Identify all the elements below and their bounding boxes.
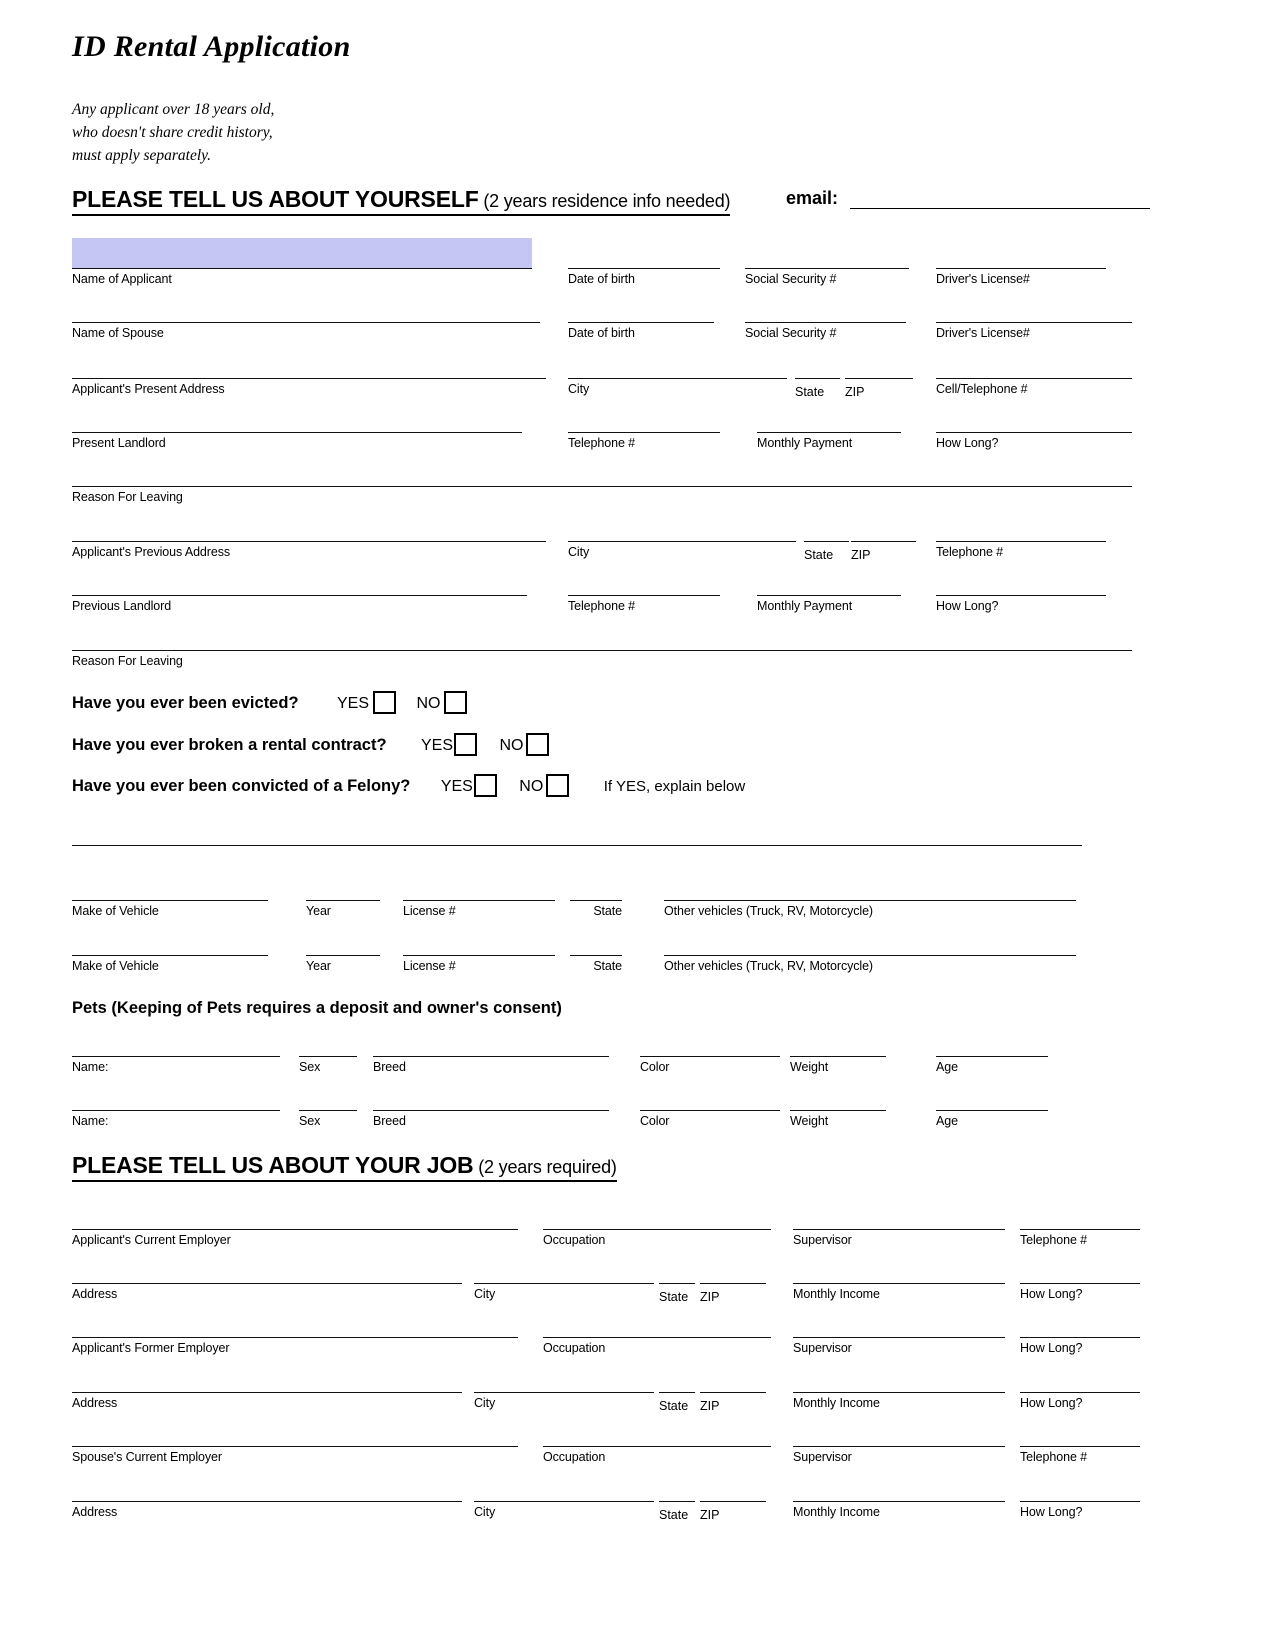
present-monthly-payment-label: Monthly Payment xyxy=(757,436,853,450)
field-spouse-emp-zip[interactable] xyxy=(700,1501,766,1502)
field-vehicle-state-2[interactable] xyxy=(570,955,622,974)
spouse-emp-state-rule xyxy=(659,1501,695,1502)
field-former-monthly-income[interactable] xyxy=(793,1392,1005,1411)
field-vehicle-year-1[interactable] xyxy=(306,900,380,919)
previous-landlord-phone-label: Telephone # xyxy=(568,599,636,613)
field-current-monthly-income[interactable] xyxy=(793,1283,1005,1302)
field-current-emp-zip[interactable] xyxy=(700,1283,766,1284)
field-pet-breed-2[interactable] xyxy=(373,1110,609,1129)
current-emp-city-label: City xyxy=(474,1287,496,1301)
former-employer-label: Applicant's Former Employer xyxy=(72,1341,230,1355)
field-former-emp-city[interactable] xyxy=(474,1392,654,1411)
question-evicted-no-checkbox[interactable] xyxy=(444,691,467,714)
field-current-occupation[interactable] xyxy=(543,1229,771,1248)
pet-weight-1-label: Weight xyxy=(790,1060,829,1074)
field-vehicle-license-1[interactable] xyxy=(403,900,555,919)
pet-sex-1-label: Sex xyxy=(299,1060,321,1074)
applicant-note-line-2: who doesn't share credit history, xyxy=(72,124,273,141)
vehicle-license-2-label: License # xyxy=(403,959,456,973)
former-how-long-top-label: How Long? xyxy=(1020,1341,1083,1355)
felony-explanation-rule xyxy=(72,845,1082,846)
former-emp-state-rule xyxy=(659,1392,695,1393)
field-current-supervisor[interactable] xyxy=(793,1229,1005,1248)
field-pet-sex-2[interactable] xyxy=(299,1110,357,1129)
name-of-spouse-label: Name of Spouse xyxy=(72,326,164,340)
field-former-supervisor[interactable] xyxy=(793,1337,1005,1356)
field-former-how-long-top[interactable] xyxy=(1020,1337,1140,1356)
spouse-supervisor-label: Supervisor xyxy=(793,1450,852,1464)
field-current-address[interactable] xyxy=(72,1283,462,1302)
dob-applicant-label: Date of birth xyxy=(568,272,635,286)
former-emp-state-label: State xyxy=(659,1399,689,1413)
field-spouse-employer[interactable] xyxy=(72,1446,518,1465)
field-current-telephone[interactable] xyxy=(1020,1229,1140,1248)
field-former-emp-state[interactable] xyxy=(659,1392,695,1393)
field-pet-color-1[interactable] xyxy=(640,1056,780,1075)
field-spouse-telephone[interactable] xyxy=(1020,1446,1140,1465)
question-evicted-yes-label: YES xyxy=(336,694,369,712)
field-present-address[interactable] xyxy=(72,378,546,397)
field-present-state[interactable] xyxy=(795,378,840,379)
former-how-long-label: How Long? xyxy=(1020,1396,1083,1410)
field-present-monthly-payment[interactable] xyxy=(757,432,901,451)
field-pet-age-1[interactable] xyxy=(936,1056,1048,1075)
email-input[interactable] xyxy=(850,190,1150,209)
field-current-emp-city[interactable] xyxy=(474,1283,654,1302)
applicant-note-line-1: Any applicant over 18 years old, xyxy=(72,101,275,118)
question-felony-no-label: NO xyxy=(519,777,544,795)
field-dob-applicant[interactable] xyxy=(568,268,720,287)
question-broken-contract-text: Have you ever broken a rental contract? xyxy=(72,736,387,754)
field-vehicle-state-1[interactable] xyxy=(570,900,622,919)
present-how-long-label: How Long? xyxy=(936,436,999,450)
current-emp-zip-rule xyxy=(700,1283,766,1284)
field-vehicle-year-2[interactable] xyxy=(306,955,380,974)
current-employer-label: Applicant's Current Employer xyxy=(72,1233,231,1247)
reason-for-leaving-1-label: Reason For Leaving xyxy=(72,490,183,504)
dob-spouse-label: Date of birth xyxy=(568,326,635,340)
field-pet-weight-2[interactable] xyxy=(790,1110,886,1129)
present-zip-rule xyxy=(845,378,913,379)
current-emp-state-label: State xyxy=(659,1290,689,1304)
field-name-of-spouse[interactable] xyxy=(72,322,540,341)
field-pet-color-2[interactable] xyxy=(640,1110,780,1129)
pet-breed-2-label: Breed xyxy=(373,1114,406,1128)
present-landlord-phone-label: Telephone # xyxy=(568,436,636,450)
field-ssn-applicant[interactable] xyxy=(745,268,909,287)
field-reason-for-leaving-2[interactable] xyxy=(72,650,1132,669)
question-felony-text: Have you ever been convicted of a Felony? xyxy=(72,777,411,795)
former-address-label: Address xyxy=(72,1396,118,1410)
field-name-of-applicant[interactable] xyxy=(72,268,532,287)
pet-name-1-label: Name: xyxy=(72,1060,109,1074)
present-address-label: Applicant's Present Address xyxy=(72,382,225,396)
pet-color-1-label: Color xyxy=(640,1060,670,1074)
previous-state-label: State xyxy=(804,548,834,562)
field-current-employer[interactable] xyxy=(72,1229,518,1248)
name-of-applicant-label: Name of Applicant xyxy=(72,272,172,286)
previous-telephone-label: Telephone # xyxy=(936,545,1004,559)
question-felony xyxy=(72,775,745,798)
question-felony-yes-label: YES xyxy=(440,777,473,795)
field-current-emp-state[interactable] xyxy=(659,1283,695,1284)
previous-landlord-label: Previous Landlord xyxy=(72,599,172,613)
former-occupation-label: Occupation xyxy=(543,1341,606,1355)
field-present-landlord[interactable] xyxy=(72,432,522,451)
current-how-long-label: How Long? xyxy=(1020,1287,1083,1301)
field-ssn-spouse[interactable] xyxy=(745,322,906,341)
make-of-vehicle-1-label: Make of Vehicle xyxy=(72,904,159,918)
previous-city-label: City xyxy=(568,545,590,559)
field-reason-for-leaving-1[interactable] xyxy=(72,486,1132,505)
field-make-of-vehicle-2[interactable] xyxy=(72,955,268,974)
cell-telephone-label: Cell/Telephone # xyxy=(936,382,1028,396)
field-former-emp-zip[interactable] xyxy=(700,1392,766,1393)
field-former-how-long[interactable] xyxy=(1020,1392,1140,1411)
ssn-spouse-label: Social Security # xyxy=(745,326,837,340)
field-pet-weight-1[interactable] xyxy=(790,1056,886,1075)
field-dob-spouse[interactable] xyxy=(568,322,714,341)
dl-spouse-label: Driver's License# xyxy=(936,326,1030,340)
previous-address-label: Applicant's Previous Address xyxy=(72,545,231,559)
section-heading-job xyxy=(72,1152,617,1182)
field-spouse-emp-state[interactable] xyxy=(659,1501,695,1502)
former-monthly-income-label: Monthly Income xyxy=(793,1396,880,1410)
vehicle-state-2-label: State xyxy=(593,959,622,973)
applicant-note xyxy=(72,98,274,167)
present-zip-label: ZIP xyxy=(845,385,865,399)
field-pet-sex-1[interactable] xyxy=(299,1056,357,1075)
section-heading-yourself-sub: (2 years residence info needed) xyxy=(478,191,731,211)
field-previous-telephone[interactable] xyxy=(936,541,1106,560)
field-pet-age-2[interactable] xyxy=(936,1110,1048,1129)
previous-zip-rule xyxy=(851,541,916,542)
ssn-applicant-label: Social Security # xyxy=(745,272,837,286)
spouse-emp-zip-rule xyxy=(700,1501,766,1502)
section-heading-yourself-main: PLEASE TELL US ABOUT YOURSELF xyxy=(72,186,479,212)
field-vehicle-license-2[interactable] xyxy=(403,955,555,974)
field-former-address[interactable] xyxy=(72,1392,462,1411)
reason-for-leaving-2-label: Reason For Leaving xyxy=(72,654,183,668)
section-heading-job-main: PLEASE TELL US ABOUT YOUR JOB xyxy=(72,1152,474,1178)
field-make-of-vehicle-1[interactable] xyxy=(72,900,268,919)
name-of-applicant-input[interactable] xyxy=(72,238,532,268)
field-pet-breed-1[interactable] xyxy=(373,1056,609,1075)
present-landlord-label: Present Landlord xyxy=(72,436,166,450)
former-emp-zip-rule xyxy=(700,1392,766,1393)
spouse-emp-zip-label: ZIP xyxy=(700,1508,720,1522)
field-other-vehicles-2[interactable] xyxy=(664,955,1076,974)
pets-section-heading: Pets (Keeping of Pets requires a deposit and owner's consent) xyxy=(72,999,562,1017)
present-city-label: City xyxy=(568,382,590,396)
field-felony-explanation[interactable] xyxy=(72,845,1082,846)
former-supervisor-label: Supervisor xyxy=(793,1341,852,1355)
field-spouse-supervisor[interactable] xyxy=(793,1446,1005,1465)
field-dl-applicant[interactable] xyxy=(936,268,1106,287)
field-present-landlord-phone[interactable] xyxy=(568,432,720,451)
current-occupation-label: Occupation xyxy=(543,1233,606,1247)
previous-how-long-label: How Long? xyxy=(936,599,999,613)
field-previous-landlord[interactable] xyxy=(72,595,527,614)
field-previous-address[interactable] xyxy=(72,541,546,560)
field-previous-city[interactable] xyxy=(568,541,796,560)
question-broken-contract xyxy=(72,734,551,757)
field-previous-zip[interactable] xyxy=(851,541,916,542)
current-supervisor-label: Supervisor xyxy=(793,1233,852,1247)
previous-state-rule xyxy=(804,541,849,542)
spouse-monthly-income-label: Monthly Income xyxy=(793,1505,880,1519)
present-state-rule xyxy=(795,378,840,379)
pet-age-2-label: Age xyxy=(936,1114,958,1128)
spouse-emp-state-label: State xyxy=(659,1508,689,1522)
field-former-occupation[interactable] xyxy=(543,1337,771,1356)
pet-sex-2-label: Sex xyxy=(299,1114,321,1128)
current-telephone-label: Telephone # xyxy=(1020,1233,1088,1247)
field-pet-name-2[interactable] xyxy=(72,1110,280,1129)
field-present-city[interactable] xyxy=(568,378,787,397)
vehicle-state-1-label: State xyxy=(593,904,622,918)
former-emp-zip-label: ZIP xyxy=(700,1399,720,1413)
field-previous-how-long[interactable] xyxy=(936,595,1106,614)
dl-applicant-label: Driver's License# xyxy=(936,272,1030,286)
question-evicted-no-label: NO xyxy=(416,694,441,712)
other-vehicles-2-label: Other vehicles (Truck, RV, Motorcycle) xyxy=(664,959,873,973)
spouse-how-long-label: How Long? xyxy=(1020,1505,1083,1519)
field-spouse-address[interactable] xyxy=(72,1501,462,1520)
question-broken-contract-no-checkbox[interactable] xyxy=(526,733,549,756)
email-field-group xyxy=(786,188,1150,209)
field-cell-telephone[interactable] xyxy=(936,378,1132,397)
spouse-telephone-label: Telephone # xyxy=(1020,1450,1088,1464)
vehicle-license-1-label: License # xyxy=(403,904,456,918)
pet-name-2-label: Name: xyxy=(72,1114,109,1128)
former-emp-city-label: City xyxy=(474,1396,496,1410)
spouse-address-label: Address xyxy=(72,1505,118,1519)
question-broken-contract-yes-label: YES xyxy=(420,736,453,754)
page-title: ID Rental Application xyxy=(72,30,351,63)
other-vehicles-1-label: Other vehicles (Truck, RV, Motorcycle) xyxy=(664,904,873,918)
current-emp-zip-label: ZIP xyxy=(700,1290,720,1304)
field-spouse-emp-city[interactable] xyxy=(474,1501,654,1520)
spouse-emp-city-label: City xyxy=(474,1505,496,1519)
section-heading-yourself xyxy=(72,186,730,216)
pet-color-2-label: Color xyxy=(640,1114,670,1128)
field-previous-landlord-phone[interactable] xyxy=(568,595,720,614)
field-pet-name-1[interactable] xyxy=(72,1056,280,1075)
vehicle-year-1-label: Year xyxy=(306,904,331,918)
question-evicted xyxy=(72,692,469,715)
field-previous-monthly-payment[interactable] xyxy=(757,595,901,614)
pet-breed-1-label: Breed xyxy=(373,1060,406,1074)
applicant-note-line-3: must apply separately. xyxy=(72,147,212,164)
question-broken-contract-no-label: NO xyxy=(499,736,524,754)
field-spouse-occupation[interactable] xyxy=(543,1446,771,1465)
field-other-vehicles-1[interactable] xyxy=(664,900,1076,919)
vehicle-year-2-label: Year xyxy=(306,959,331,973)
email-label: email: xyxy=(786,188,839,208)
pet-age-1-label: Age xyxy=(936,1060,958,1074)
current-address-label: Address xyxy=(72,1287,118,1301)
pet-weight-2-label: Weight xyxy=(790,1114,829,1128)
current-emp-state-rule xyxy=(659,1283,695,1284)
question-evicted-text: Have you ever been evicted? xyxy=(72,694,299,712)
field-current-how-long[interactable] xyxy=(1020,1283,1140,1302)
current-monthly-income-label: Monthly Income xyxy=(793,1287,880,1301)
spouse-employer-label: Spouse's Current Employer xyxy=(72,1450,222,1464)
make-of-vehicle-2-label: Make of Vehicle xyxy=(72,959,159,973)
field-present-how-long[interactable] xyxy=(936,432,1132,451)
previous-monthly-payment-label: Monthly Payment xyxy=(757,599,853,613)
field-former-employer[interactable] xyxy=(72,1337,518,1356)
field-previous-state[interactable] xyxy=(804,541,849,542)
spouse-occupation-label: Occupation xyxy=(543,1450,606,1464)
present-state-label: State xyxy=(795,385,825,399)
question-felony-yes-checkbox[interactable] xyxy=(474,774,497,797)
question-felony-hint: If YES, explain below xyxy=(603,778,746,795)
field-present-zip[interactable] xyxy=(845,378,913,379)
field-spouse-how-long[interactable] xyxy=(1020,1501,1140,1520)
section-heading-job-sub: (2 years required) xyxy=(473,1157,617,1177)
previous-zip-label: ZIP xyxy=(851,548,871,562)
question-felony-no-checkbox[interactable] xyxy=(546,774,569,797)
question-evicted-yes-checkbox[interactable] xyxy=(373,691,396,714)
question-broken-contract-yes-checkbox[interactable] xyxy=(454,733,477,756)
field-dl-spouse[interactable] xyxy=(936,322,1132,341)
field-spouse-monthly-income[interactable] xyxy=(793,1501,1005,1520)
